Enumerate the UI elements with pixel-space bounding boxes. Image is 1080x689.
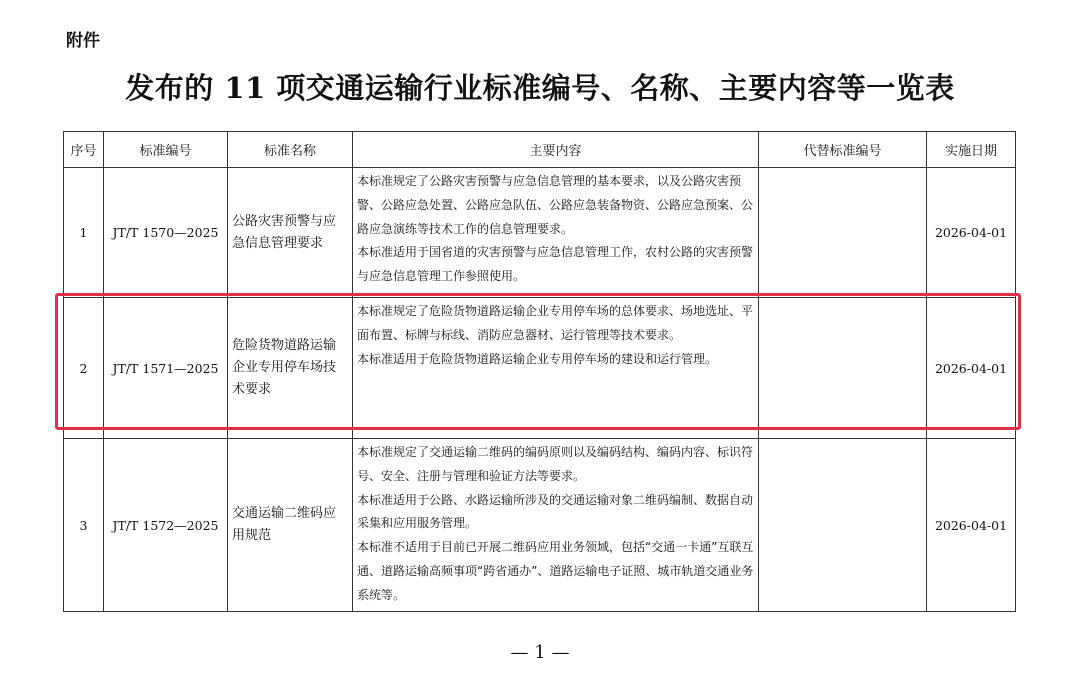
row-highlight-box: [55, 293, 1021, 430]
content-paragraph: 本标准适用于公路、水路运输所涉及的交通运输对象二维码编制、数据自动采集和应用服务管理。: [357, 492, 754, 531]
table-row: [64, 439, 1016, 612]
content-paragraph: 本标准规定了危险货物道路运输企业专用停车场的总体要求、场地选址、平面布置、标牌与标线、消防应急器材、运行管理等技术要求。: [357, 304, 754, 342]
row-code: JT/T 1571—2025: [104, 298, 228, 439]
row-no: 2: [64, 298, 104, 439]
row-content: [353, 168, 759, 298]
page-number: — 1 —: [510, 642, 570, 663]
header-replaces: 代替标准编号: [759, 132, 927, 168]
table-row: [64, 168, 1016, 298]
row-replaces: [759, 168, 927, 298]
page-title: 发布的 11 项交通运输行业标准编号、名称、主要内容等一览表: [125, 71, 955, 105]
row-date: 2026-04-01: [927, 168, 1016, 298]
header-date: 实施日期: [927, 132, 1016, 168]
content-paragraph: 本标准不适用于目前已开展二维码应用业务领域，包括“交通一卡通”互联互通、道路运输高频事项“跨省通办”、道路运输电子证照、城市轨道交通业务系统等。: [357, 540, 754, 602]
content-paragraph: 本标准规定了公路灾害预警与应急信息管理的基本要求，以及公路灾害预警、公路应急处置、公路应急队伍、公路应急装备物资、公路应急预案、公路应急演练等技术工作的信息管理要求。: [357, 174, 754, 236]
row-content: [353, 439, 759, 612]
row-code: JT/T 1570—2025: [104, 168, 228, 298]
row-code: JT/T 1572—2025: [104, 439, 228, 612]
content-paragraph: 本标准适用于危险货物道路运输企业专用停车场的建设和运行管理。: [357, 351, 718, 366]
content-paragraph: 本标准适用于国省道的灾害预警与应急信息管理工作，农村公路的灾害预警与应急信息管理工作参照使用。: [357, 245, 754, 284]
row-name: 危险货物道路运输企业专用停车场技术要求: [228, 298, 353, 439]
row-date: 2026-04-01: [927, 439, 1016, 612]
row-name: 交通运输二维码应用规范: [228, 439, 353, 612]
header-no: 序号: [64, 132, 104, 168]
header-content: 主要内容: [353, 132, 759, 168]
table-header-row: [64, 132, 1016, 168]
row-name: 公路灾害预警与应急信息管理要求: [228, 168, 353, 298]
row-no: 3: [64, 439, 104, 612]
header-name: 标准名称: [228, 132, 353, 168]
row-no: 1: [64, 168, 104, 298]
header-code: 标准编号: [104, 132, 228, 168]
attachment-label: 附件: [66, 31, 100, 51]
row-date: 2026-04-01: [927, 298, 1016, 439]
row-replaces: [759, 439, 927, 612]
content-paragraph: 本标准规定了交通运输二维码的编码原则以及编码结构、编码内容、标识符号、安全、注册与管理和验证方法等要求。: [357, 445, 754, 483]
